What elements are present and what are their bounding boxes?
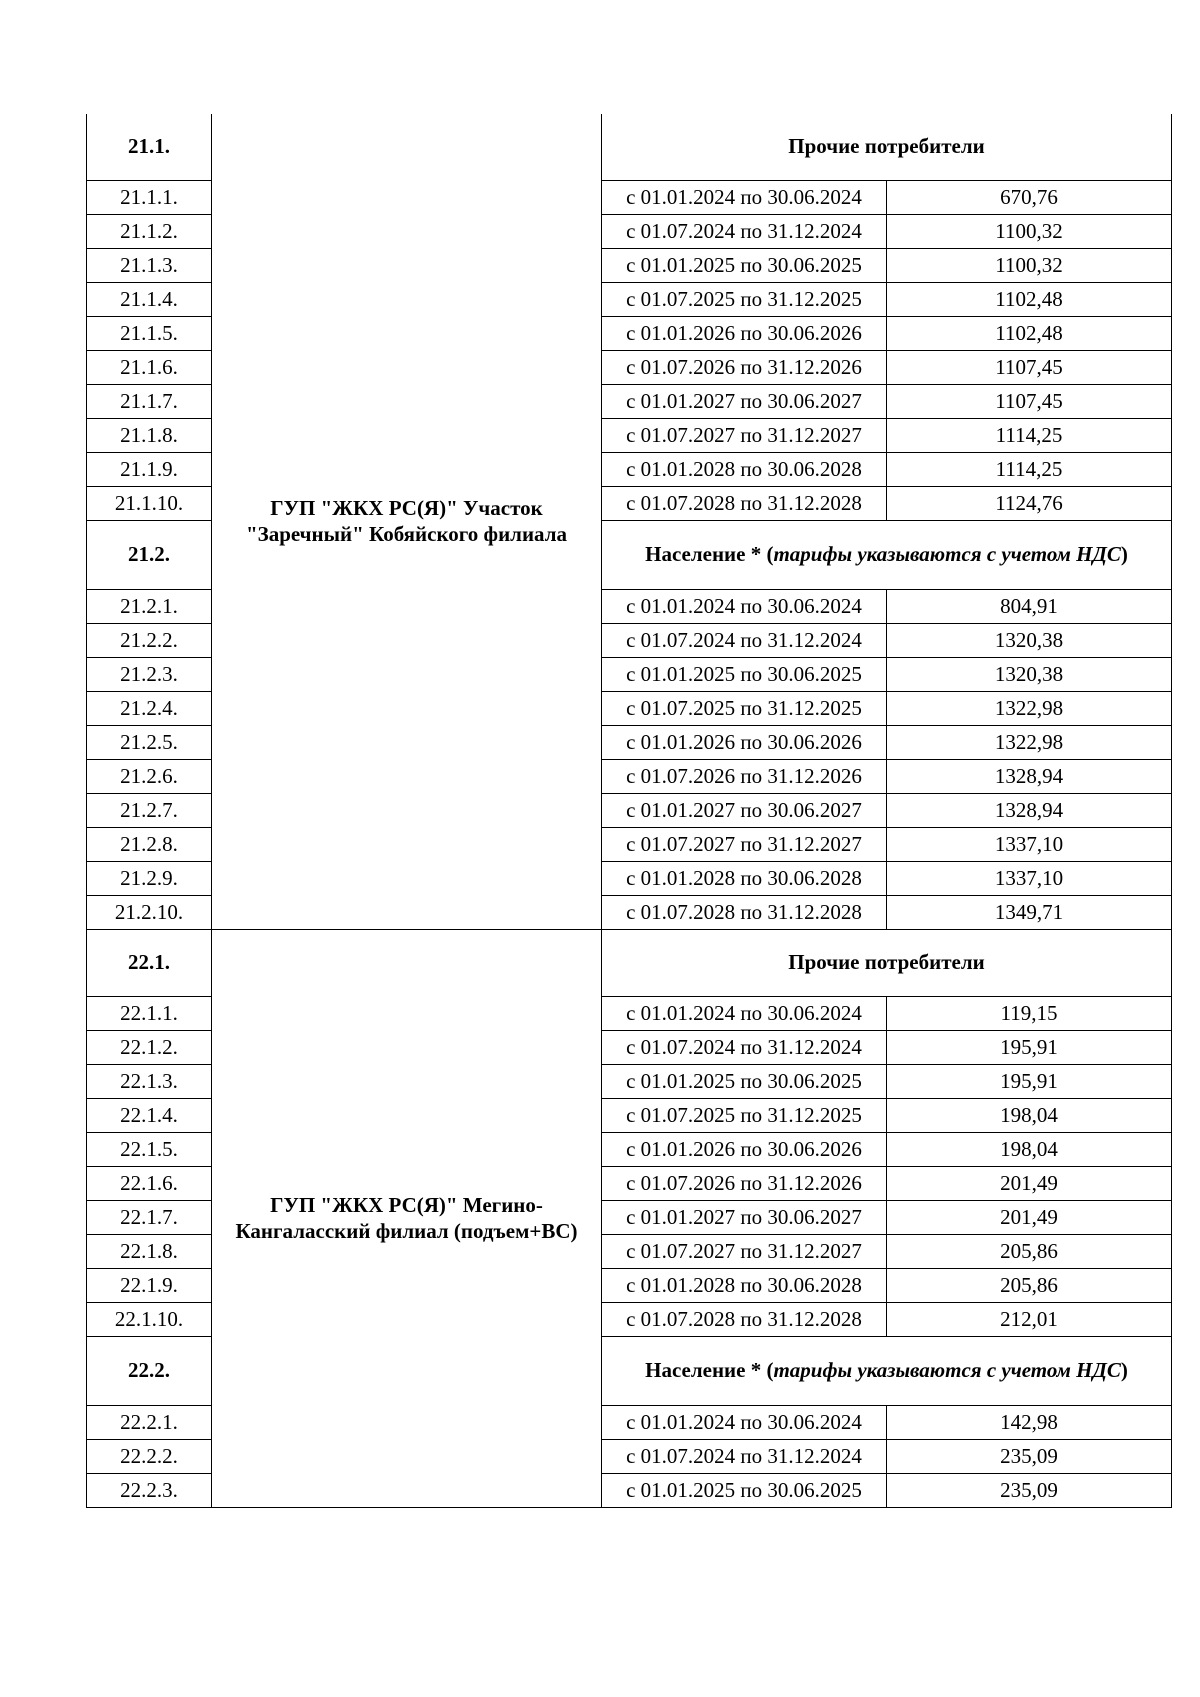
period-cell: с 01.07.2024 по 31.12.2024 <box>602 1031 887 1065</box>
tariff-value: 1100,32 <box>887 249 1172 283</box>
section-title-text: Прочие потребители <box>788 950 985 975</box>
row-number: 22.1.4. <box>87 1099 212 1133</box>
row-number: 22.1.1. <box>87 997 212 1031</box>
row-number: 21.2.6. <box>87 760 212 794</box>
row-number: 21.1.1. <box>87 181 212 215</box>
row-number: 22.1.6. <box>87 1167 212 1201</box>
row-number: 21.1.6. <box>87 351 212 385</box>
tariff-value: 1124,76 <box>887 487 1172 521</box>
section-header-row <box>87 114 1172 181</box>
period-cell: с 01.07.2028 по 31.12.2028 <box>602 487 887 521</box>
period-cell: с 01.01.2027 по 30.06.2027 <box>602 385 887 419</box>
organization-name: ГУП "ЖКХ РС(Я)" Участок "Заречный" Кобяйского филиала <box>212 114 602 930</box>
tariff-value: 212,01 <box>887 1303 1172 1337</box>
row-number: 21.2.5. <box>87 726 212 760</box>
row-number: 22.2.2. <box>87 1440 212 1474</box>
row-number: 22.2.1. <box>87 1406 212 1440</box>
period-cell: с 01.07.2028 по 31.12.2028 <box>602 896 887 930</box>
tariff-table <box>86 114 1172 1508</box>
row-number: 21.2.4. <box>87 692 212 726</box>
section-number: 21.2. <box>87 521 212 590</box>
period-cell: с 01.07.2026 по 31.12.2026 <box>602 760 887 794</box>
period-cell: с 01.07.2027 по 31.12.2027 <box>602 828 887 862</box>
row-number: 22.1.9. <box>87 1269 212 1303</box>
section-title-text: Население * ( <box>645 1358 774 1383</box>
period-cell: с 01.01.2025 по 30.06.2025 <box>602 1065 887 1099</box>
section-title-suffix: ) <box>1120 542 1128 567</box>
period-cell: с 01.01.2027 по 30.06.2027 <box>602 794 887 828</box>
tariff-value: 198,04 <box>887 1099 1172 1133</box>
period-cell: с 01.01.2024 по 30.06.2024 <box>602 1406 887 1440</box>
row-number: 22.1.3. <box>87 1065 212 1099</box>
tariff-value: 119,15 <box>887 997 1172 1031</box>
period-cell: с 01.07.2024 по 31.12.2024 <box>602 624 887 658</box>
period-cell: с 01.01.2028 по 30.06.2028 <box>602 862 887 896</box>
tariff-value: 1322,98 <box>887 692 1172 726</box>
tariff-value: 142,98 <box>887 1406 1172 1440</box>
tariff-value: 205,86 <box>887 1235 1172 1269</box>
section-title <box>602 521 1172 590</box>
period-cell: с 01.01.2024 по 30.06.2024 <box>602 590 887 624</box>
section-number: 21.1. <box>87 114 212 181</box>
tariff-value: 195,91 <box>887 1031 1172 1065</box>
period-cell: с 01.07.2026 по 31.12.2026 <box>602 1167 887 1201</box>
tariff-value: 804,91 <box>887 590 1172 624</box>
section-title-text: Население * ( <box>645 542 774 567</box>
tariff-value: 1328,94 <box>887 760 1172 794</box>
tariff-value: 1102,48 <box>887 317 1172 351</box>
row-number: 21.1.10. <box>87 487 212 521</box>
period-cell: с 01.01.2026 по 30.06.2026 <box>602 726 887 760</box>
row-number: 22.1.5. <box>87 1133 212 1167</box>
row-number: 22.1.2. <box>87 1031 212 1065</box>
tariff-value: 1320,38 <box>887 624 1172 658</box>
tariff-value: 195,91 <box>887 1065 1172 1099</box>
section-title-note: тарифы указываются с учетом НДС <box>773 542 1121 567</box>
tariff-value: 670,76 <box>887 181 1172 215</box>
tariff-value: 1102,48 <box>887 283 1172 317</box>
row-number: 21.1.5. <box>87 317 212 351</box>
period-cell: с 01.07.2024 по 31.12.2024 <box>602 215 887 249</box>
tariff-value: 1328,94 <box>887 794 1172 828</box>
tariff-value: 235,09 <box>887 1474 1172 1508</box>
row-number: 21.2.1. <box>87 590 212 624</box>
row-number: 22.2.3. <box>87 1474 212 1508</box>
period-cell: с 01.07.2024 по 31.12.2024 <box>602 1440 887 1474</box>
tariff-value: 235,09 <box>887 1440 1172 1474</box>
section-title <box>602 114 1172 181</box>
row-number: 21.1.4. <box>87 283 212 317</box>
section-title <box>602 1337 1172 1406</box>
tariff-value: 1114,25 <box>887 453 1172 487</box>
row-number: 21.1.2. <box>87 215 212 249</box>
section-number: 22.2. <box>87 1337 212 1406</box>
section-number: 22.1. <box>87 930 212 997</box>
section-header-row <box>87 930 1172 997</box>
row-number: 21.1.3. <box>87 249 212 283</box>
period-cell: с 01.01.2025 по 30.06.2025 <box>602 1474 887 1508</box>
tariff-value: 1337,10 <box>887 862 1172 896</box>
row-number: 21.2.7. <box>87 794 212 828</box>
row-number: 22.1.7. <box>87 1201 212 1235</box>
period-cell: с 01.01.2025 по 30.06.2025 <box>602 658 887 692</box>
row-number: 21.2.9. <box>87 862 212 896</box>
tariff-value: 1100,32 <box>887 215 1172 249</box>
row-number: 21.1.9. <box>87 453 212 487</box>
row-number: 22.1.8. <box>87 1235 212 1269</box>
period-cell: с 01.01.2026 по 30.06.2026 <box>602 1133 887 1167</box>
period-cell: с 01.01.2025 по 30.06.2025 <box>602 249 887 283</box>
row-number: 21.1.7. <box>87 385 212 419</box>
section-title-suffix: ) <box>1120 1358 1128 1383</box>
row-number: 21.2.2. <box>87 624 212 658</box>
period-cell: с 01.07.2027 по 31.12.2027 <box>602 1235 887 1269</box>
period-cell: с 01.01.2027 по 30.06.2027 <box>602 1201 887 1235</box>
section-title-text: Прочие потребители <box>788 134 985 159</box>
row-number: 21.1.8. <box>87 419 212 453</box>
tariff-value: 205,86 <box>887 1269 1172 1303</box>
tariff-value: 1107,45 <box>887 385 1172 419</box>
row-number: 21.2.10. <box>87 896 212 930</box>
section-title <box>602 930 1172 997</box>
period-cell: с 01.07.2025 по 31.12.2025 <box>602 692 887 726</box>
tariff-value: 1337,10 <box>887 828 1172 862</box>
period-cell: с 01.01.2026 по 30.06.2026 <box>602 317 887 351</box>
period-cell: с 01.07.2028 по 31.12.2028 <box>602 1303 887 1337</box>
section-title-note: тарифы указываются с учетом НДС <box>773 1358 1121 1383</box>
period-cell: с 01.07.2027 по 31.12.2027 <box>602 419 887 453</box>
period-cell: с 01.01.2024 по 30.06.2024 <box>602 997 887 1031</box>
tariff-value: 201,49 <box>887 1201 1172 1235</box>
row-number: 21.2.3. <box>87 658 212 692</box>
tariff-value: 1322,98 <box>887 726 1172 760</box>
tariff-value: 1320,38 <box>887 658 1172 692</box>
period-cell: с 01.01.2024 по 30.06.2024 <box>602 181 887 215</box>
period-cell: с 01.07.2025 по 31.12.2025 <box>602 1099 887 1133</box>
tariff-value: 1107,45 <box>887 351 1172 385</box>
organization-name: ГУП "ЖКХ РС(Я)" Мегино-Кангаласский филиал (подъем+ВС) <box>212 930 602 1508</box>
tariff-table-body <box>87 114 1172 1508</box>
period-cell: с 01.01.2028 по 30.06.2028 <box>602 453 887 487</box>
tariff-value: 201,49 <box>887 1167 1172 1201</box>
row-number: 21.2.8. <box>87 828 212 862</box>
row-number: 22.1.10. <box>87 1303 212 1337</box>
tariff-value: 1114,25 <box>887 419 1172 453</box>
tariff-value: 198,04 <box>887 1133 1172 1167</box>
period-cell: с 01.07.2026 по 31.12.2026 <box>602 351 887 385</box>
tariff-value: 1349,71 <box>887 896 1172 930</box>
period-cell: с 01.07.2025 по 31.12.2025 <box>602 283 887 317</box>
period-cell: с 01.01.2028 по 30.06.2028 <box>602 1269 887 1303</box>
